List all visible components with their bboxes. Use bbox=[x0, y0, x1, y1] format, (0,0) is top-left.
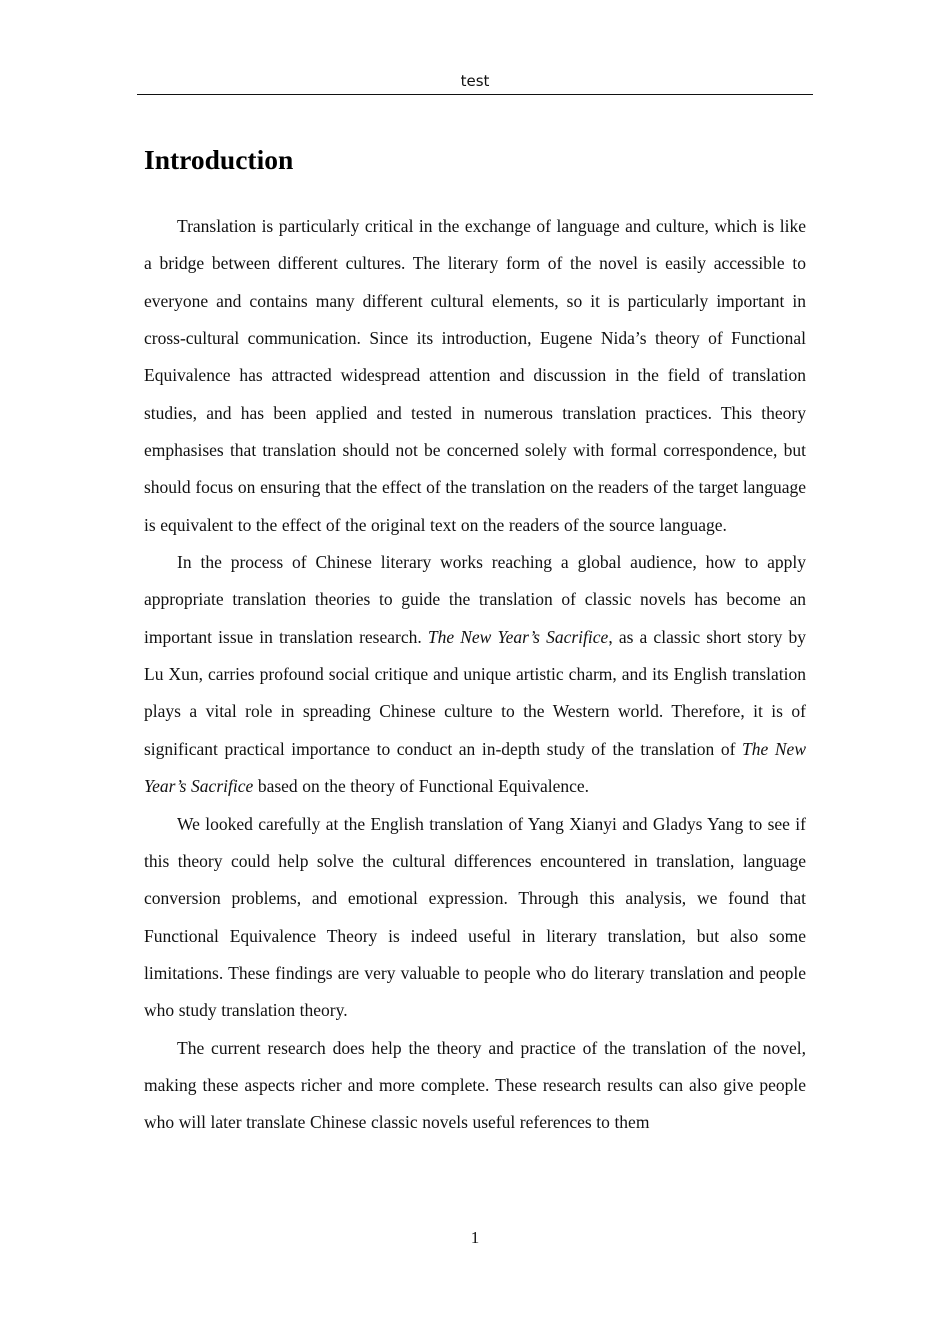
body-text bbox=[144, 208, 806, 1142]
paragraph-2-text-c: based on the theory of Functional Equivalence. bbox=[253, 776, 590, 797]
paragraph-1: Translation is particularly critical in the exchange of language and culture, which is like a bridge between different cultures. The literary form of the novel is easily accessible to everyone and contains many different cultural elements, so it is particularly important in cross-cultural communication. Since its introduction, Eugene Nida’s theory of Functional Equivalence has attracted widespread attention and discussion in the field of translation studies, and has been applied and tested in numerous translation practices. This theory emphasises that translation should not be concerned solely with formal correspondence, but should focus on ensuring that the effect of the translation on the readers of the target language is equivalent to the effect of the original text on the readers of the source language. bbox=[144, 216, 806, 535]
paragraph-2 bbox=[144, 544, 806, 805]
paragraph-2-text-b: , as a classic short story by Lu Xun, carries profound social critique and unique artistic charm, and its English translation plays a vital role in spreading Chinese culture to the Western world. Therefore, it is of significant practical importance to conduct an in-depth study of the translation of bbox=[144, 626, 806, 759]
work-title: The New Year’s Sacrifice bbox=[427, 626, 609, 647]
page-header: test bbox=[460, 72, 490, 90]
header-rule bbox=[137, 94, 813, 95]
section-heading: Introduction bbox=[144, 144, 294, 175]
paragraph-2-text-a: In the process of Chinese literary works reaching a global audience, how to apply appropriate translation theories to guide the translation of classic novels has become an important issue in translation research. bbox=[144, 552, 806, 647]
paragraph-4: The current research does help the theory and practice of the translation of the novel, making these aspects richer and more complete. These research results can also give people who will later translate Chinese classic novels useful references to them bbox=[144, 1037, 806, 1133]
paragraph-3: We looked carefully at the English translation of Yang Xianyi and Gladys Yang to see if this theory could help solve the cultural differences encountered in translation, language conversion problems, and emotional expression. Through this analysis, we found that Functional Equivalence Theory is indeed useful in literary translation, but also some limitations. These findings are very valuable to people who do literary translation and people who study translation theory. bbox=[144, 813, 806, 1021]
work-title: The New Year’s Sacrifice bbox=[144, 738, 806, 797]
page-number: 1 bbox=[470, 1228, 480, 1247]
